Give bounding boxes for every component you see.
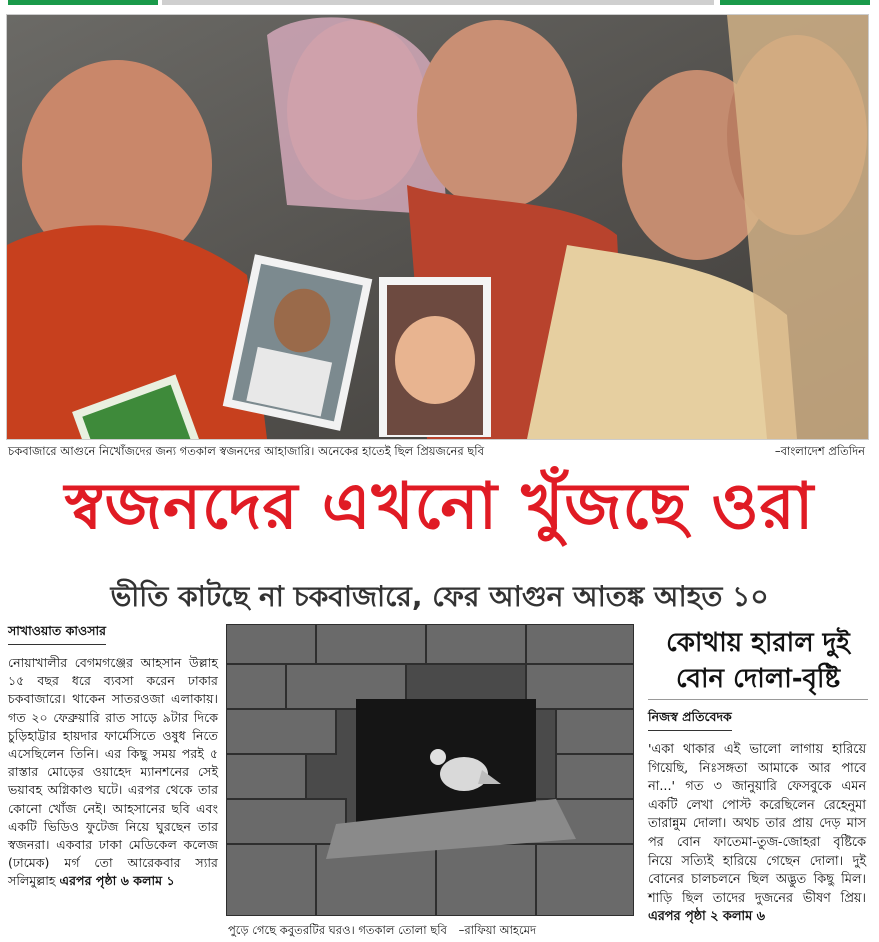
photo-credit: –বাংলাদেশ প্রতিদিন [774, 444, 865, 458]
main-photo [6, 14, 869, 440]
photo-caption [6, 441, 867, 461]
top-divider-bar [162, 0, 714, 5]
subheadline: ভীতি কাটছে না চকবাজারে, ফের আগুন আতঙ্ক আহত ১০ [110, 580, 769, 613]
pigeon-photo [226, 624, 634, 916]
main-story-byline: সাখাওয়াত কাওসার [8, 623, 106, 645]
side-story-byline: নিজস্ব প্রতিবেদক [648, 709, 732, 731]
pigeon-photo-credit: –রাফিয়া আহমেদ [458, 923, 536, 937]
headline: স্বজনদের এখনো খুঁজছে ওরা [64, 470, 815, 544]
main-story-text: নোয়াখালীর বেগমগঞ্জের আহসান উল্লাহ ১৫ বছর ধরে ব্যবসা করেন ঢাকার চকবাজারে। থাকেন সাতরওজা এলাকায়। গত ২০ ফেব্রুয়ারি রাত সাড়ে ৯টার দিকে চুড়িহাট্টার হায়দার ফার্মেসিতে ওষুধ নিতে এসেছিলেন তিনি। এর কিছু সময় পরই ৫ রাস্তার মোড়ের ওয়াহেদ ম্যানশনের সেই ভয়াবহ অগ্নিকাণ্ড ঘটে। এরপর থেকে তার কোনো খোঁজ নেই। আহসানের ছবি এবং একটি ভিডিও ফুটেজ নিয়ে ঘুরছেন তার স্বজনরা। একবার ঢাকা মেডিকেল কলেজ (ঢামেক) মর্গ তো আরেকবার স্যার সলিমুল্লাহ [8, 655, 218, 889]
side-story-headline: কোথায় হারাল দুই বোন দোলা-বৃষ্টি [666, 628, 850, 694]
pigeon-photo-caption [228, 922, 638, 941]
pigeon-caption-text: পুড়ে গেছে কবুতরটির ঘরও। গতকাল তোলা ছবি [228, 923, 447, 937]
side-story-text: 'একা থাকার এই ভালো লাগায় হারিয়ে গিয়েছি, নিঃসঙ্গতা আমাকে আর পাবে না...' গত ৩ জানুয়ারি ফেসবুকে এমন একটি লেখা পোস্ট করেছিলেন রেহেনুমা তারান্নুম দোলা। অথচ তার প্রায় দেড় মাস পর বোন ফাতেমা-তুজ-জোহরা বৃষ্টিকে নিয়ে সত্যিই হারিয়ে গেছেন দোলা। দুই বোনের চালচলনে ছিল অদ্ভুত কিছু মিল। শাড়ি ছিল তাদের দুজনের ভীষণ প্রিয়। [648, 742, 866, 906]
top-accent-bar-left [8, 0, 158, 5]
side-story-continued: এরপর পৃষ্ঠা ২ কলাম ৬ [648, 909, 766, 925]
main-story-body [8, 654, 218, 891]
side-story-divider [648, 699, 868, 700]
top-accent-bar-right [720, 0, 870, 5]
photo-caption-text: চকবাজারে আগুনে নিখোঁজদের জন্য গতকাল স্বজনদের আহাজারি। অনেকের হাতেই ছিল প্রিয়জনের ছবি [8, 444, 484, 458]
side-story-body [648, 741, 866, 927]
main-story-continued: এরপর পৃষ্ঠা ৬ কলাম ১ [59, 873, 175, 889]
